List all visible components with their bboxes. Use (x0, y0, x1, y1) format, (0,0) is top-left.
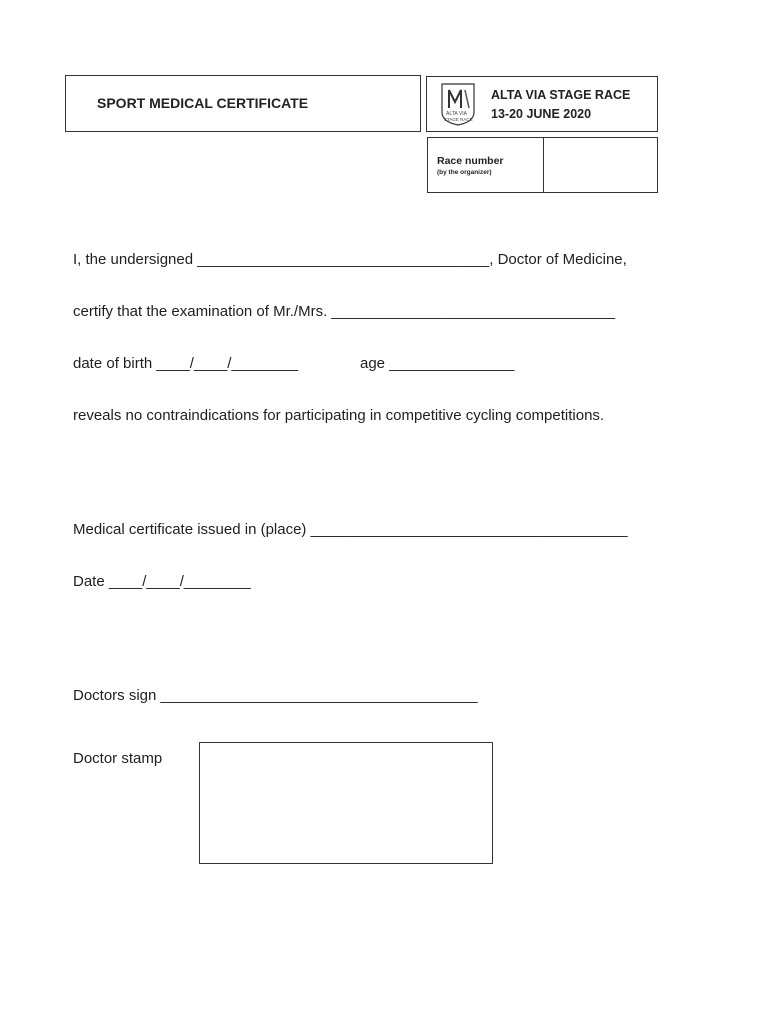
undersigned-line: I, the undersigned ___________________________________, Doctor of Medicine, (73, 251, 627, 268)
date-of-birth-line: date of birth ____/____/________ (73, 355, 299, 372)
certificate-title: SPORT MEDICAL CERTIFICATE (97, 95, 309, 111)
event-box (426, 76, 658, 132)
race-number-box (427, 137, 658, 193)
svg-text:ALTA VIA: ALTA VIA (446, 111, 467, 117)
doctor-stamp-label: Doctor stamp (73, 750, 163, 767)
doctors-sign-line: Doctors sign ______________________________________ (73, 687, 478, 704)
age-line: age _______________ (360, 355, 515, 372)
svg-text:STAGE RACE: STAGE RACE (444, 117, 473, 122)
alta-via-logo-icon (438, 82, 478, 126)
race-number-sublabel: (by the organizer) (437, 169, 492, 176)
examination-line: certify that the examination of Mr./Mrs. __________________________________ (73, 303, 616, 320)
place-line: Medical certificate issued in (place) ______________________________________ (73, 521, 628, 538)
contraindications-line: reveals no contraindications for participating in competitive cycling competitions. (73, 407, 605, 424)
title-box (65, 75, 421, 132)
event-name: ALTA VIA STAGE RACE (491, 88, 631, 102)
date-line: Date ____/____/________ (73, 573, 251, 590)
race-number-divider (543, 138, 544, 192)
race-number-label: Race number (437, 155, 504, 167)
event-dates: 13-20 JUNE 2020 (491, 107, 592, 121)
doctor-stamp-box (199, 742, 493, 864)
